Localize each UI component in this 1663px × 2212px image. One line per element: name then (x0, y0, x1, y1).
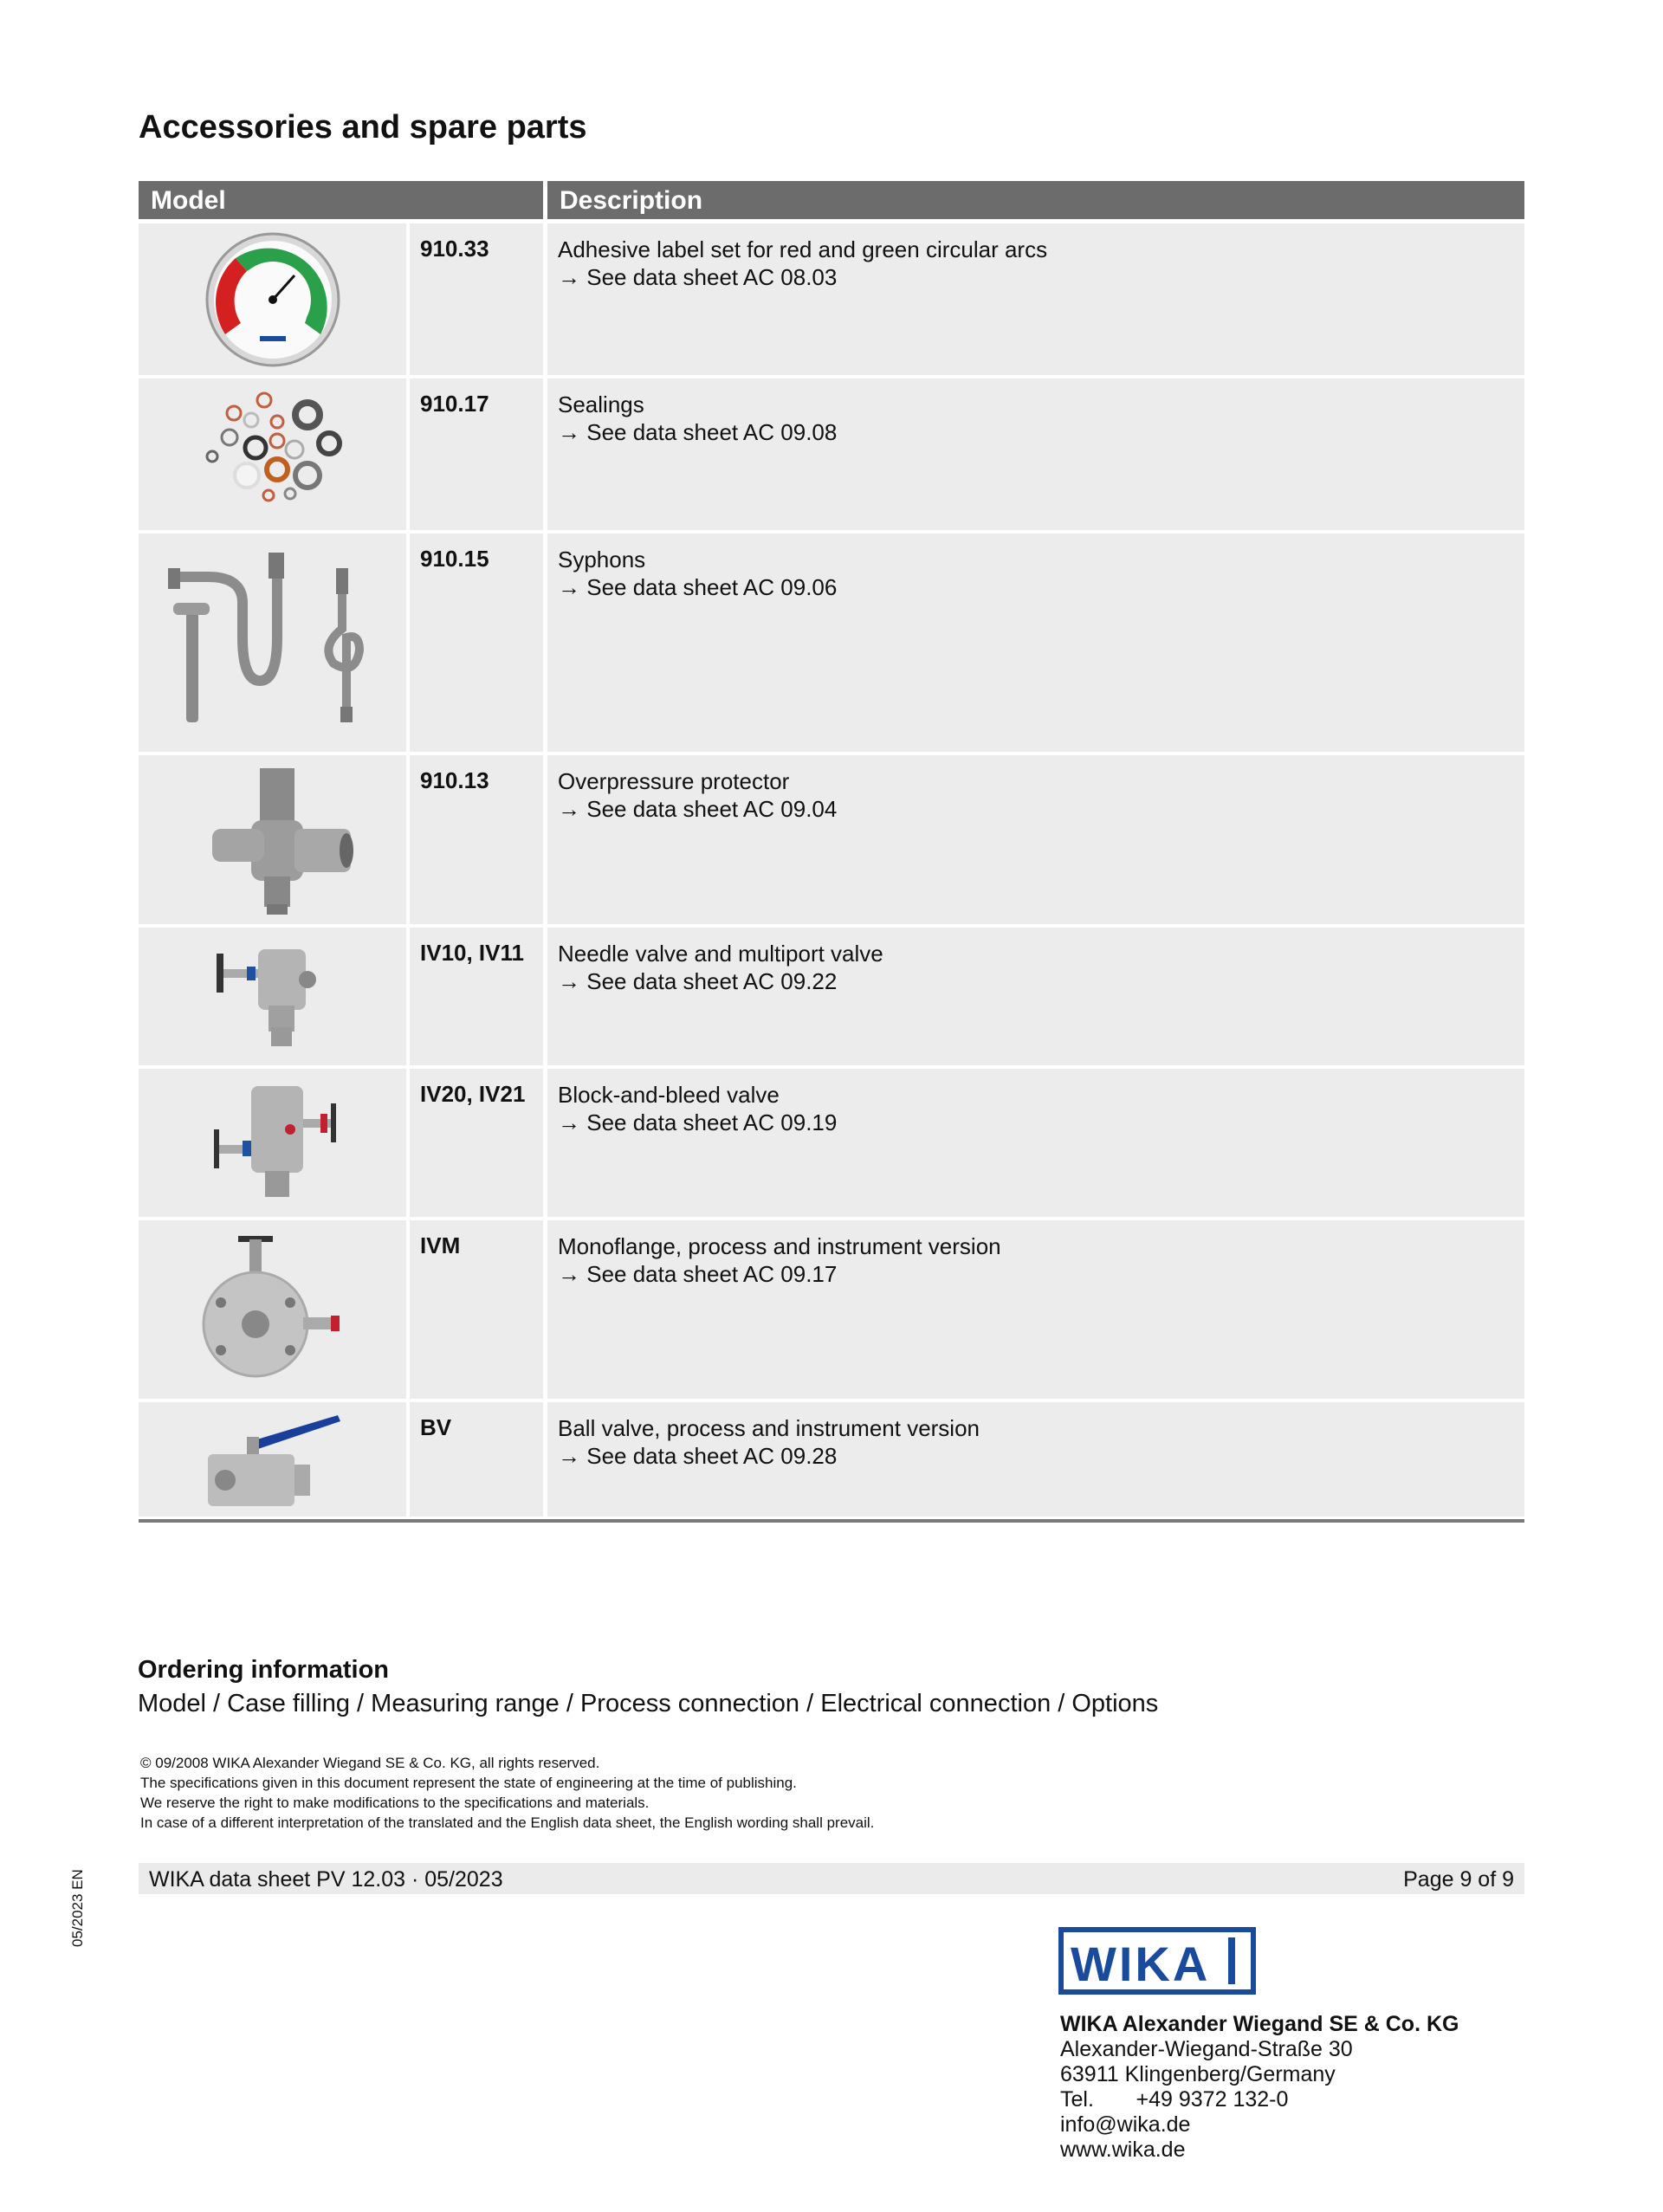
row-model: 910.13 (410, 755, 543, 924)
footer-bar (139, 1863, 1524, 1894)
table-row (139, 928, 1524, 1065)
row-image-cell (139, 378, 406, 530)
row-model: 910.15 (410, 534, 543, 752)
row-description-cell (547, 755, 1524, 924)
row-description: Block-and-bleed valve (558, 1082, 780, 1108)
row-model: IVM (410, 1220, 543, 1399)
syphon-tubes-image (139, 534, 406, 752)
table-row (139, 1220, 1524, 1399)
row-image-cell (139, 928, 406, 1065)
legal-line: In case of a different interpretation of the translated and the English data sheet, the English wording shall prevail. (140, 1814, 875, 1831)
row-image-cell (139, 755, 406, 924)
row-description: Sealings (558, 391, 644, 417)
row-description-cell (547, 928, 1524, 1065)
table-row (139, 223, 1524, 375)
wika-logo (1058, 1927, 1256, 1995)
page-number: Page 9 of 9 (1403, 1867, 1514, 1892)
row-datasheet-link[interactable]: → See data sheet AC 09.22 (558, 968, 838, 994)
row-image-cell (139, 1069, 406, 1217)
row-model: 910.17 (410, 378, 543, 530)
row-description: Ball valve, process and instrument version (558, 1415, 980, 1441)
ball-valve-image (139, 1402, 406, 1517)
table-row (139, 378, 1524, 530)
legal-line: The specifications given in this document represent the state of engineering at the time of publishing. (140, 1775, 797, 1791)
table-row (139, 534, 1524, 752)
row-datasheet-link[interactable]: → See data sheet AC 09.08 (558, 419, 838, 445)
legal-line: We reserve the right to make modifications to the specifications and materials. (140, 1795, 650, 1811)
legal-line: © 09/2008 WIKA Alexander Wiegand SE & Co. KG, all rights reserved. (140, 1755, 600, 1771)
row-description-cell (547, 1402, 1524, 1517)
row-description: Adhesive label set for red and green circular arcs (558, 236, 1048, 262)
block-and-bleed-valve-image (139, 1069, 406, 1217)
row-description: Syphons (558, 547, 646, 572)
row-description: Monoflange, process and instrument version (558, 1233, 1001, 1259)
monoflange-image (139, 1220, 406, 1399)
row-description-cell (547, 534, 1524, 752)
row-datasheet-link[interactable]: → See data sheet AC 09.17 (558, 1261, 838, 1287)
row-datasheet-link[interactable]: → See data sheet AC 09.28 (558, 1443, 838, 1469)
row-datasheet-link[interactable]: → See data sheet AC 09.19 (558, 1109, 838, 1135)
row-description-cell (547, 1220, 1524, 1399)
address-street: Alexander-Wiegand-Straße 30 (1060, 2037, 1353, 2061)
row-description-cell (547, 223, 1524, 375)
sealing-rings-image (139, 378, 406, 530)
row-description-cell (547, 1069, 1524, 1217)
row-description: Overpressure protector (558, 768, 790, 794)
row-image-cell (139, 1402, 406, 1517)
pressure-gauge-image (139, 223, 406, 375)
overpressure-protector-image (139, 755, 406, 924)
row-model: IV10, IV11 (410, 928, 543, 1065)
page-title: Accessories and spare parts (139, 109, 587, 146)
table-row (139, 755, 1524, 924)
address-website[interactable]: www.wika.de (1060, 2138, 1186, 2162)
row-image-cell (139, 534, 406, 752)
ordering-text: Model / Case filling / Measuring range / Process connection / Electrical connection / Options (138, 1690, 1159, 1717)
row-datasheet-link[interactable]: → See data sheet AC 09.06 (558, 574, 838, 600)
row-model: IV20, IV21 (410, 1069, 543, 1217)
header-model: Model (139, 181, 543, 219)
table-row (139, 1402, 1524, 1517)
address-phone: Tel. +49 9372 132-0 (1060, 2087, 1289, 2112)
table-row (139, 1069, 1524, 1217)
row-model: BV (410, 1402, 543, 1517)
needle-valve-image (139, 928, 406, 1065)
table-bottom-rule (139, 1519, 1524, 1523)
row-image-cell (139, 223, 406, 375)
side-date: 05/2023 EN (69, 1869, 86, 1947)
ordering-title: Ordering information (138, 1656, 389, 1684)
address-city: 63911 Klingenberg/Germany (1060, 2062, 1336, 2086)
row-model: 910.33 (410, 223, 543, 375)
row-datasheet-link[interactable]: → See data sheet AC 08.03 (558, 264, 838, 290)
company-name: WIKA Alexander Wiegand SE & Co. KG (1060, 2012, 1459, 2036)
address-email[interactable]: info@wika.de (1060, 2112, 1191, 2137)
row-description: Needle valve and multiport valve (558, 941, 883, 967)
svg-text:WIKA: WIKA (1071, 1937, 1211, 1991)
row-description-cell (547, 378, 1524, 530)
row-datasheet-link[interactable]: → See data sheet AC 09.04 (558, 796, 838, 822)
datasheet-reference: WIKA data sheet PV 12.03 · 05/2023 (149, 1867, 503, 1892)
row-image-cell (139, 1220, 406, 1399)
header-description: Description (547, 181, 1524, 219)
